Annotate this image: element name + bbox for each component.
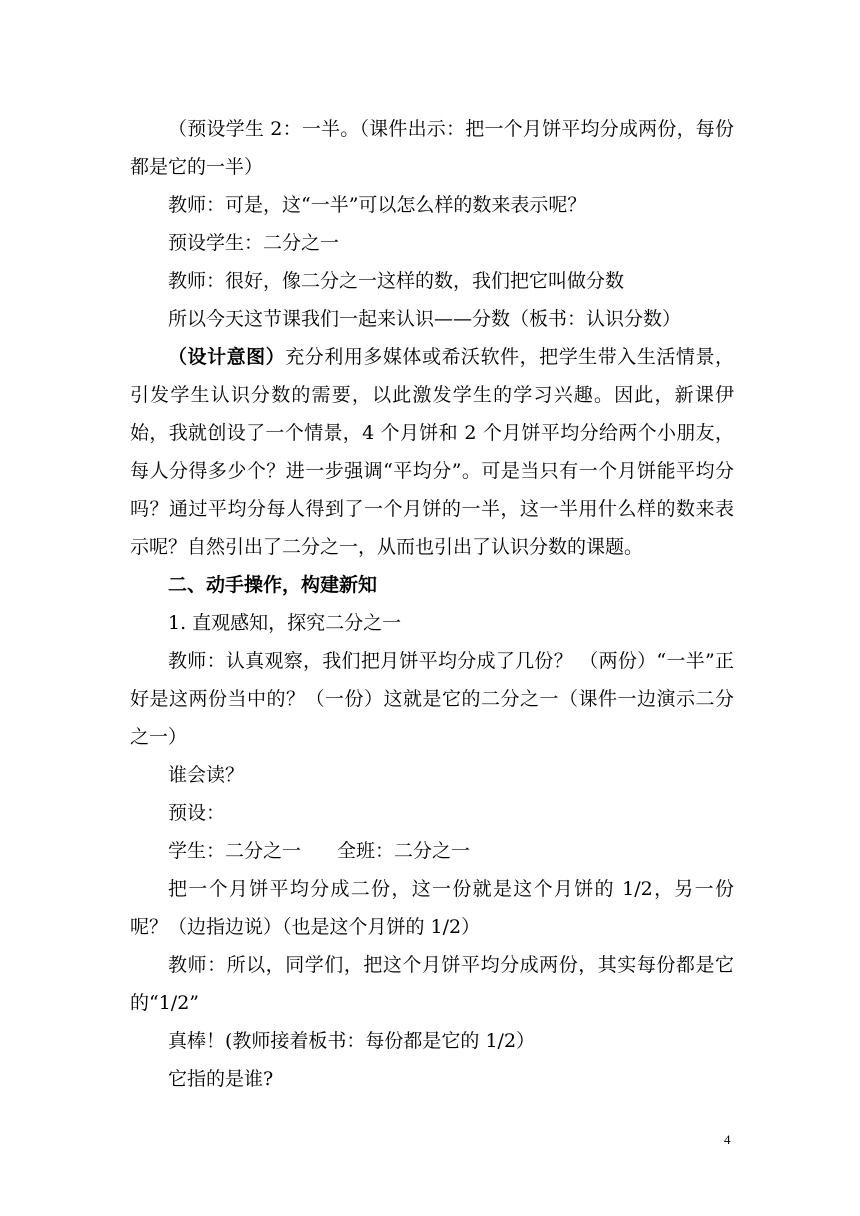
paragraph-preset-student-2: （预设学生 2：一半。（课件出示：把一个月饼平均分成两份，每份都是它的一半） — [130, 118, 734, 178]
section-heading: 二、动手操作，构建新知 — [168, 574, 378, 596]
paragraph-who-it-refers: 它指的是谁? — [168, 1068, 274, 1090]
body-text — [130, 110, 734, 1098]
paragraph-design-intent — [130, 338, 734, 566]
dialogue-student: 学生：二分之一 — [168, 840, 302, 862]
page-number: 4 — [724, 1132, 731, 1147]
design-intent-label: （设计意图） — [168, 346, 286, 368]
paragraph-dialogue — [130, 832, 734, 870]
paragraph-observe: 教师：认真观察，我们把月饼平均分成了几份？ （两份）“一半”正好是这两份当中的？（一份）这就是它的二分之一（课件一边演示二分之一） — [130, 650, 734, 748]
dialogue-class: 全班：二分之一 — [337, 840, 471, 862]
design-intent-text: 充分利用多媒体或希沃软件，把学生带入生活情景，引发学生认识分数的需要，以此激发学生的学习兴趣。因此，新课伊始，我就创设了一个情景，4 个月饼和 2 个月饼平均分给两个小朋友，每人分得多少个？进一步强调“平均分”。可是当只有一个月饼能平均分吗？通过平均分每人得到了一个月饼的一半，这一半用什么样的数来表示呢？自然引出了二分之一，从而也引出了认识分数的课题。 — [130, 346, 734, 558]
paragraph-teacher-summary: 教师：所以，同学们，把这个月饼平均分成两份，其实每份都是它的“1/2” — [130, 954, 734, 1014]
paragraph-preset: 预设： — [168, 802, 226, 824]
paragraph-lesson-topic: 所以今天这节课我们一起来认识——分数（板书：认识分数） — [168, 308, 682, 330]
paragraph-teacher-fraction: 教师：很好，像二分之一这样的数，我们把它叫做分数 — [168, 270, 625, 292]
paragraph-split-mooncake: 把一个月饼平均分成二份，这一份就是这个月饼的 1/2，另一份呢？（边指边说）（也是这个月饼的 1/2） — [130, 878, 734, 938]
paragraph-teacher-question: 教师：可是，这“一半”可以怎么样的数来表示呢？ — [168, 194, 587, 216]
paragraph-great: 真棒！(教师接着板书：每份都是它的 1/2） — [168, 1030, 536, 1052]
paragraph-who-reads: 谁会读？ — [168, 764, 245, 786]
sub-heading: 1. 直观感知，探究二分之一 — [168, 612, 402, 634]
paragraph-preset-answer: 预设学生：二分之一 — [168, 232, 340, 254]
